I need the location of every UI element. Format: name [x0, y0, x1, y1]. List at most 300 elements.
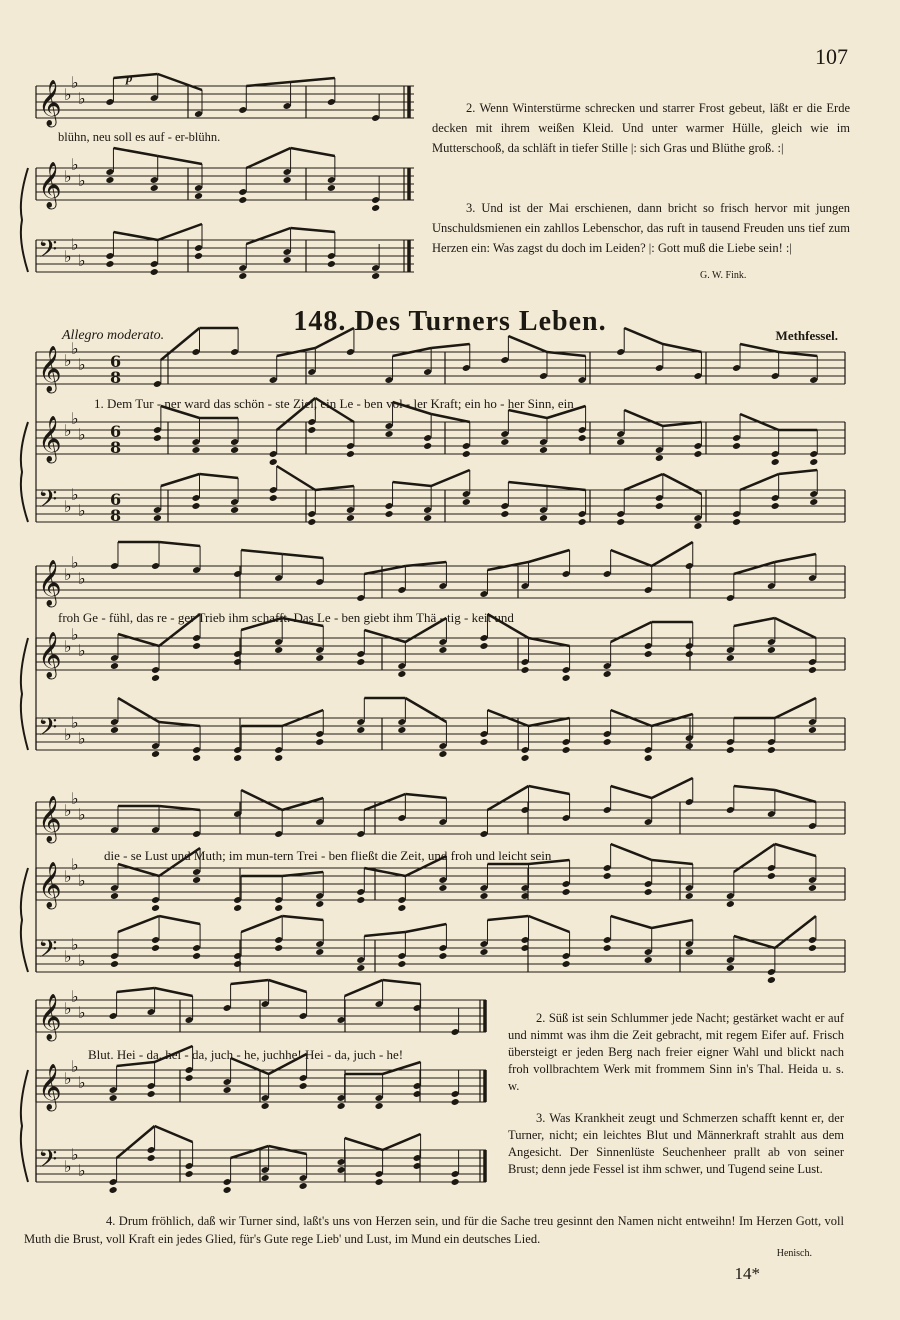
flat-sign: ♭ — [71, 553, 79, 572]
note-head — [397, 726, 406, 734]
beam — [734, 562, 775, 574]
beam — [663, 344, 702, 352]
flat-sign: ♭ — [78, 171, 86, 190]
flat-sign: ♭ — [64, 167, 72, 186]
top-song-lyric: blühn, neu soll es auf - er-blühn. — [58, 130, 221, 144]
note-head — [356, 658, 365, 666]
note-head — [385, 510, 394, 518]
beam — [652, 920, 693, 928]
flat-sign: ♭ — [64, 565, 72, 584]
bass-clef: 𝄢 — [38, 235, 58, 270]
note-head — [809, 458, 818, 466]
flat-sign: ♭ — [78, 641, 86, 660]
note-head — [315, 948, 324, 956]
flat-sign: ♭ — [64, 867, 72, 886]
note-head — [462, 450, 471, 458]
note-head — [327, 260, 336, 268]
note-head — [299, 1082, 308, 1090]
staff — [36, 566, 845, 598]
note-head — [451, 1178, 460, 1186]
system-brace — [21, 168, 28, 272]
beam — [624, 410, 663, 426]
beam — [118, 916, 159, 932]
note-head — [151, 750, 160, 758]
flat-sign: ♭ — [64, 1157, 72, 1176]
beam — [529, 718, 570, 726]
beam — [393, 482, 432, 486]
note-head — [371, 204, 380, 212]
note-head — [562, 960, 571, 968]
beam — [364, 630, 405, 642]
treble-clef: 𝄞 — [38, 1064, 62, 1110]
note-head — [261, 1174, 270, 1182]
flat-sign: ♭ — [78, 805, 86, 824]
note-head — [150, 184, 159, 192]
note-head — [726, 964, 735, 972]
beam — [364, 932, 405, 936]
song-verse-2: 2. Süß ist sein Schlummer jede Nacht; gestärket wacht er auf und nimmt was ihm die Zeit gebracht, mit regem Eifer auf. Frisch übersteigt er jeden Berg nach freier eigner Wahl und blickt nach froh vollbrachtem Werk mit frommem Sinn in's Thal. Heida u. s. w. — [508, 1011, 844, 1093]
note-head — [693, 450, 702, 458]
beam — [117, 988, 155, 992]
time-sig-bottom: 8 — [110, 368, 122, 387]
flat-sign: ♭ — [78, 355, 86, 374]
note-head — [233, 960, 242, 968]
beam — [547, 352, 586, 356]
treble-clef: 𝄞 — [38, 632, 62, 678]
note-head — [151, 674, 160, 682]
lyric-line-4: Blut. Hei - da, hei - da, juch - he, juchhe! Hei - da, juch - he! — [88, 1047, 404, 1062]
beam — [779, 352, 818, 356]
flat-sign: ♭ — [64, 421, 72, 440]
beam — [155, 988, 193, 996]
beam — [113, 74, 157, 78]
beam — [431, 414, 470, 422]
beam — [291, 78, 335, 82]
treble-clef: 𝄞 — [38, 80, 62, 126]
note-head — [192, 952, 201, 960]
beam — [547, 486, 586, 490]
dynamic-mark: p — [126, 70, 133, 85]
beam — [282, 554, 323, 558]
beam — [199, 474, 238, 478]
note-head — [655, 502, 664, 510]
note-head — [644, 956, 653, 964]
top-staff — [36, 168, 414, 200]
flat-sign: ♭ — [78, 951, 86, 970]
top-staff — [36, 86, 414, 118]
beam — [775, 618, 816, 638]
system-brace — [21, 422, 28, 522]
note-head — [423, 514, 432, 522]
note-head — [356, 964, 365, 972]
note-head — [105, 260, 114, 268]
beam — [740, 474, 779, 490]
note-head — [771, 502, 780, 510]
time-sig-bottom: 8 — [110, 506, 122, 525]
beam — [529, 638, 570, 646]
beam — [161, 474, 200, 486]
note-head — [808, 884, 817, 892]
beam — [158, 224, 202, 240]
note-head — [356, 896, 365, 904]
beam — [241, 916, 282, 932]
beam — [291, 228, 335, 232]
note-head — [110, 892, 119, 900]
note-head — [337, 1166, 346, 1174]
treble-clef: 𝄞 — [38, 862, 62, 908]
note-head — [371, 272, 380, 280]
flat-sign: ♭ — [71, 713, 79, 732]
note-head — [578, 518, 587, 526]
note-head — [808, 666, 817, 674]
flat-sign: ♭ — [78, 729, 86, 748]
beam — [118, 864, 159, 876]
note-head — [685, 742, 694, 750]
note-head — [337, 1102, 346, 1110]
beam — [508, 336, 547, 352]
note-head — [315, 900, 324, 908]
beam — [383, 1062, 421, 1074]
note-head — [500, 438, 509, 446]
note-head — [192, 876, 201, 884]
beam — [315, 486, 354, 490]
note-head — [438, 952, 447, 960]
note-head — [539, 514, 548, 522]
note-head — [616, 518, 625, 526]
flat-sign: ♭ — [64, 725, 72, 744]
flat-sign: ♭ — [71, 235, 79, 254]
note-head — [346, 450, 355, 458]
note-head — [346, 514, 355, 522]
note-head — [191, 446, 200, 454]
note-head — [767, 646, 776, 654]
beam — [775, 698, 816, 718]
note-head — [147, 1154, 156, 1162]
beam — [117, 1126, 155, 1158]
flat-sign: ♭ — [78, 251, 86, 270]
flat-sign: ♭ — [78, 501, 86, 520]
flat-sign: ♭ — [71, 485, 79, 504]
note-head — [375, 1178, 384, 1186]
beam — [241, 790, 282, 810]
beam — [611, 550, 652, 566]
note-head — [685, 948, 694, 956]
note-head — [274, 646, 283, 654]
note-head — [110, 960, 119, 968]
note-head — [192, 754, 201, 762]
flat-sign: ♭ — [78, 1161, 86, 1180]
note-head — [808, 944, 817, 952]
note-head — [438, 884, 447, 892]
beam — [277, 466, 316, 490]
song-verse-4: 4. Drum fröhlich, daß wir Turner sind, laßt's uns von Herzen sein, und für die Sache treu gesinnt den Namen nicht entweihn! Im Herzen Gott, voll Muth die Brust, voll Kraft ein jedes Glied, für's Gute rege Lieb' und Lust, im Mund ein deutsches Lied. — [24, 1214, 844, 1246]
note-head — [479, 948, 488, 956]
beam — [529, 916, 570, 932]
treble-clef: 𝄞 — [38, 416, 62, 462]
note-head — [726, 900, 735, 908]
note-head — [385, 430, 394, 438]
note-head — [110, 662, 119, 670]
note-head — [644, 650, 653, 658]
beam — [652, 542, 693, 566]
flat-sign: ♭ — [64, 247, 72, 266]
staff — [36, 868, 845, 900]
top-song-verse-2: 2. Wenn Winterstürme schrecken und starrer Frost gebeut, läßt er die Erde decken mit ihrem weißen Kleid. Und unter warmer Hülle, gleich wie im Mutterschooß, da schläft in tiefer Stille |: sich Gras und Blüthe groß. :| — [432, 101, 850, 155]
system-brace — [21, 638, 28, 750]
note-head — [397, 670, 406, 678]
composer: Methfessel. — [775, 328, 838, 343]
note-head — [438, 646, 447, 654]
beam — [529, 550, 570, 562]
note-head — [151, 944, 160, 952]
note-head — [269, 458, 278, 466]
top-song-signature: G. W. Fink. — [700, 270, 747, 281]
beam — [405, 562, 446, 566]
lyric-line-2: froh Ge - fühl, das re - ger Trieb ihm schafft. Das Le - ben giebt ihm Thä - tig - keit und — [58, 610, 514, 625]
staff — [36, 1000, 486, 1032]
beam — [734, 936, 775, 948]
beam — [663, 474, 702, 494]
beam — [405, 794, 446, 798]
note-head — [655, 454, 664, 462]
beam — [113, 148, 157, 156]
note-head — [500, 510, 509, 518]
note-head — [562, 746, 571, 754]
beam — [775, 554, 816, 562]
note-head — [693, 522, 702, 530]
lyric-line-1: 1. Dem Tur - ner ward das schön - ste Ziel, ein Le - ben vol - ler Kraft; ein ho - her Sinn, ein — [94, 396, 574, 411]
beam — [611, 622, 652, 642]
bass-clef: 𝄢 — [38, 485, 58, 520]
beam — [383, 1134, 421, 1150]
note-head — [307, 426, 316, 434]
note-head — [808, 726, 817, 734]
note-head — [153, 514, 162, 522]
lyric-line-3: die - se Lust und Muth; im mun-tern Trei - ben fließt die Zeit, und froh und leicht sein — [104, 848, 552, 863]
beam — [231, 980, 269, 984]
note-head — [451, 1098, 460, 1106]
beam — [118, 634, 159, 646]
note-head — [423, 442, 432, 450]
time-sig-top: 6 — [110, 422, 122, 441]
top-staff — [36, 240, 414, 272]
note-head — [462, 498, 471, 506]
note-head — [726, 746, 735, 754]
beam — [246, 148, 290, 168]
note-head — [327, 184, 336, 192]
beam — [158, 74, 202, 90]
system-brace — [21, 1070, 28, 1182]
beam — [624, 474, 663, 490]
beam — [345, 980, 383, 996]
note-head — [616, 438, 625, 446]
flat-sign: ♭ — [71, 409, 79, 428]
beam — [364, 868, 405, 876]
beam — [246, 228, 290, 244]
staff — [36, 352, 845, 384]
page-number: 107 — [815, 44, 848, 69]
note-head — [274, 904, 283, 912]
treble-clef: 𝄞 — [38, 162, 62, 208]
beam — [611, 916, 652, 928]
note-head — [194, 252, 203, 260]
note-head — [521, 754, 530, 762]
beam — [611, 786, 652, 798]
note-head — [767, 746, 776, 754]
note-head — [238, 196, 247, 204]
beam — [282, 872, 323, 876]
note-head — [771, 458, 780, 466]
note-head — [562, 888, 571, 896]
flat-sign: ♭ — [64, 801, 72, 820]
note-head — [438, 750, 447, 758]
note-head — [521, 666, 530, 674]
flat-sign: ♭ — [64, 497, 72, 516]
note-head — [578, 434, 587, 442]
note-head — [230, 446, 239, 454]
flat-sign: ♭ — [71, 73, 79, 92]
beam — [775, 790, 816, 802]
beam — [487, 786, 528, 810]
beam — [159, 916, 200, 924]
note-head — [732, 442, 741, 450]
flat-sign: ♭ — [78, 89, 86, 108]
beam — [652, 860, 693, 864]
note-head — [726, 654, 735, 662]
flat-sign: ♭ — [64, 351, 72, 370]
top-song-verse-3: 3. Und ist der Mai erschienen, dann bricht so frisch hervor mit jungen Unschuldsmienen ein zahllos Lebenschor, das ruft in tausend Freuden uns tief zum Herzen ein: Was zagst du doch im Leiden? |: Gott muß die Liebe sein! :| — [432, 201, 850, 255]
note-head — [603, 670, 612, 678]
beam — [775, 844, 816, 856]
note-head — [233, 754, 242, 762]
flat-sign: ♭ — [71, 935, 79, 954]
beam — [508, 482, 547, 486]
note-head — [315, 654, 324, 662]
beam — [159, 542, 200, 546]
beam — [158, 156, 202, 164]
note-head — [603, 738, 612, 746]
note-head — [223, 1186, 232, 1194]
note-head — [153, 434, 162, 442]
note-head — [479, 738, 488, 746]
system-brace — [21, 868, 28, 972]
beam — [734, 786, 775, 790]
flat-sign: ♭ — [71, 1145, 79, 1164]
flat-sign: ♭ — [64, 999, 72, 1018]
beam — [775, 916, 816, 948]
flat-sign: ♭ — [78, 1003, 86, 1022]
time-sig-bottom: 8 — [110, 438, 122, 457]
flat-sign: ♭ — [64, 637, 72, 656]
beam — [383, 980, 421, 984]
treble-clef: 𝄞 — [38, 560, 62, 606]
note-head — [150, 268, 159, 276]
note-head — [644, 754, 653, 762]
flat-sign: ♭ — [78, 871, 86, 890]
note-head — [397, 960, 406, 968]
note-head — [223, 1086, 232, 1094]
flat-sign: ♭ — [71, 339, 79, 358]
note-head — [147, 1090, 156, 1098]
beam — [282, 798, 323, 810]
flat-sign: ♭ — [71, 855, 79, 874]
note-head — [110, 726, 119, 734]
note-head — [603, 872, 612, 880]
beam — [405, 924, 446, 932]
beam — [291, 148, 335, 156]
beam — [663, 422, 702, 426]
note-head — [109, 1094, 118, 1102]
song-number: 148. — [293, 306, 347, 337]
note-head — [644, 888, 653, 896]
beam — [241, 550, 282, 554]
note-head — [603, 944, 612, 952]
note-head — [283, 256, 292, 264]
flat-sign: ♭ — [71, 987, 79, 1006]
note-head — [238, 272, 247, 280]
note-head — [274, 944, 283, 952]
beam — [740, 344, 779, 352]
note-head — [230, 506, 239, 514]
note-head — [685, 650, 694, 658]
beam — [734, 618, 775, 626]
bass-clef: 𝄢 — [38, 713, 58, 748]
note-head — [732, 518, 741, 526]
note-head — [192, 642, 201, 650]
note-head — [315, 738, 324, 746]
song-verse-3: 3. Was Krankheit zeugt und Schmerzen schafft kennt er, der Turner, nicht; ein leichtes Blut und Männerkraft strahlt aus dem Angesicht. Der Sinnenlüste Seuchenheer prallt ab von seiner Brust; denn jede Fessel ist ihm schwer, und Tugend seine Lust. — [508, 1111, 844, 1176]
bass-clef: 𝄢 — [38, 935, 58, 970]
flat-sign: ♭ — [78, 1073, 86, 1092]
note-head — [283, 176, 292, 184]
flat-sign: ♭ — [71, 155, 79, 174]
beam — [529, 786, 570, 794]
note-head — [767, 872, 776, 880]
note-head — [105, 176, 114, 184]
beam — [155, 1126, 193, 1142]
note-head — [562, 674, 571, 682]
beam — [431, 470, 470, 486]
note-head — [809, 498, 818, 506]
time-sig-top: 6 — [110, 352, 122, 371]
beam — [487, 916, 528, 920]
song-title-text: Des Turners Leben. — [354, 306, 607, 337]
time-sig-top: 6 — [110, 490, 122, 509]
note-head — [767, 976, 776, 984]
flat-sign: ♭ — [71, 625, 79, 644]
note-head — [479, 642, 488, 650]
note-head — [269, 494, 278, 502]
flat-sign: ♭ — [64, 85, 72, 104]
note-head — [397, 904, 406, 912]
note-head — [307, 518, 316, 526]
bass-clef: 𝄢 — [38, 1145, 58, 1180]
note-head — [479, 892, 488, 900]
beam — [246, 82, 290, 86]
beam — [269, 980, 307, 992]
note-head — [539, 446, 548, 454]
note-head — [261, 1102, 270, 1110]
beam — [611, 844, 652, 860]
note-head — [194, 192, 203, 200]
beam — [282, 916, 323, 920]
note-head — [191, 502, 200, 510]
flat-sign: ♭ — [71, 789, 79, 808]
beam — [231, 1146, 269, 1158]
flat-sign: ♭ — [64, 1069, 72, 1088]
flat-sign: ♭ — [78, 569, 86, 588]
beam — [159, 722, 200, 726]
